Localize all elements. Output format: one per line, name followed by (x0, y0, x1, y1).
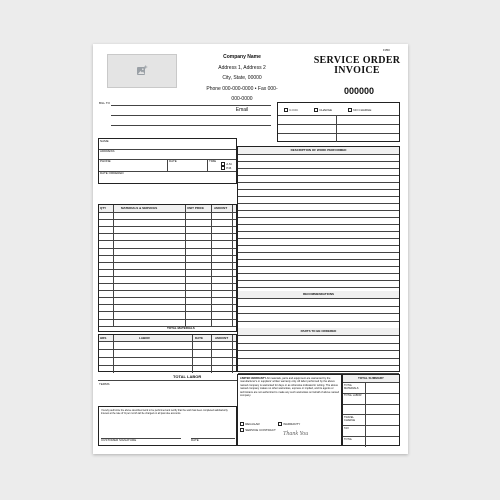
parts-line[interactable] (238, 350, 399, 351)
labor-desc-header: LABOR (139, 335, 150, 340)
work-description-line[interactable] (238, 266, 399, 267)
bill-to-line-3[interactable] (111, 125, 271, 126)
payment-box (277, 102, 400, 142)
work-description-line[interactable] (238, 175, 399, 176)
form-title-line2: INVOICE (334, 65, 380, 76)
work-description-line[interactable] (238, 210, 399, 211)
materials-row-line[interactable] (99, 212, 236, 213)
materials-amount-header: AMOUNT (214, 206, 228, 210)
recommendations-line[interactable] (238, 321, 399, 322)
customer-name-label: NAME (100, 139, 109, 143)
recommendations-line[interactable] (238, 313, 399, 314)
labor-rate-header: DATE (195, 335, 203, 340)
work-description-line[interactable] (238, 224, 399, 225)
authorization-text: I hereby authorize the above described work to be performed and certify that the work has been completed satisfactorily. Interest at the rate of % per month will be charged on all past due accounts. (101, 409, 229, 415)
company-name: Company Name (223, 54, 261, 60)
bill-to-line-2[interactable] (111, 115, 271, 116)
work-description-line[interactable] (238, 196, 399, 197)
materials-row-line[interactable] (99, 276, 236, 277)
parts-line[interactable] (238, 358, 399, 359)
work-description-line[interactable] (238, 168, 399, 169)
materials-row-line[interactable] (99, 240, 236, 241)
payment-charge[interactable]: CHARGE (314, 108, 332, 112)
warranty-text (240, 377, 341, 397)
work-description-line[interactable] (238, 280, 399, 281)
form-title (311, 56, 403, 76)
materials-row-line[interactable] (99, 255, 236, 256)
total-summary-row-label: TOTAL (344, 437, 353, 441)
materials-table (98, 204, 237, 332)
materials-row-line[interactable] (99, 248, 236, 249)
image-placeholder-icon (136, 65, 148, 77)
total-summary-row-label: TRAVEL CHARGE (344, 415, 356, 423)
customer-pm-option[interactable]: P.M. (221, 166, 232, 170)
labor-hrs-header: HRS (100, 335, 107, 340)
total-labor-label: TOTAL LABOR (173, 374, 202, 379)
materials-unit-price-header: UNIT PRICE (187, 206, 205, 210)
parts-line[interactable] (238, 343, 399, 344)
work-description-title: DESCRIPTION OF WORK PERFORMED (290, 148, 347, 152)
work-description-line[interactable] (238, 287, 399, 288)
form-number: F350 (383, 48, 390, 52)
signature-label: CUSTOMER SIGNATURE (101, 438, 137, 442)
work-description-line[interactable] (238, 273, 399, 274)
materials-row-line[interactable] (99, 283, 236, 284)
terms-label: TERMS (99, 382, 110, 386)
bill-to-line-1[interactable] (111, 105, 271, 106)
parts-line[interactable] (238, 365, 399, 366)
labor-amount-header: AMOUNT (215, 335, 229, 340)
total-summary-box (342, 374, 400, 446)
work-description-line[interactable] (238, 259, 399, 260)
parts-title: PARTS TO BE ORDERED (300, 329, 337, 333)
materials-row-line[interactable] (99, 226, 236, 227)
warranty-option-warranty[interactable]: WARRANTY (278, 422, 300, 426)
company-address: Address 1, Address 2 (218, 64, 266, 71)
total-summary-row-line[interactable] (343, 404, 399, 405)
warranty-title: LIMITED WARRANTY (240, 377, 267, 380)
customer-time-label: TIME (209, 159, 217, 163)
work-description-line[interactable] (238, 231, 399, 232)
company-phone-fax: Phone 000-000-0000 • Fax 000-000-0000 (206, 85, 278, 102)
work-description-box (237, 146, 400, 372)
materials-row-line[interactable] (99, 262, 236, 263)
materials-qty-header: QTY (100, 206, 107, 210)
materials-row-line[interactable] (99, 311, 236, 312)
recommendations-title: RECOMMENDATIONS (302, 292, 335, 296)
work-description-line[interactable] (238, 154, 399, 155)
customer-job-location-label: DATE ORDERED (100, 171, 124, 175)
warranty-body: All materials, parts and equipment are warranted by the manufacturer's or suppliers' written warranty only. All labor performed by the above named company is warranted for days or as otherwise indicated in writing. The above named company makes no other warranties, express or implied, and its agents or technicians are not authorized to make any such warranties on behalf of above named company. (240, 377, 340, 398)
materials-row-line[interactable] (99, 269, 236, 270)
customer-date-label: DATE (169, 159, 177, 163)
customer-address-label: ADDRESS (100, 149, 115, 153)
work-description-line[interactable] (238, 217, 399, 218)
total-summary-row-label: TOTAL MATERIALS (344, 383, 359, 390)
warranty-option-service-contract[interactable]: SERVICE CONTRACT (240, 428, 276, 432)
materials-row-line[interactable] (99, 233, 236, 234)
thank-you-text: Thank You (283, 431, 309, 437)
company-city: City, State, 00000 (222, 75, 262, 81)
work-description-line[interactable] (238, 252, 399, 253)
work-description-line[interactable] (238, 182, 399, 183)
customer-phone-label: PHONE (100, 159, 111, 163)
total-materials-label: TOTAL MATERIALS (167, 326, 195, 330)
total-summary-row-label: TOTAL LABOR (344, 394, 362, 398)
invoice-number: 000000 (343, 86, 375, 96)
materials-desc-header: MATERIALS & SERVICES (121, 206, 158, 210)
invoice-sheet (93, 44, 408, 454)
work-description-line[interactable] (238, 238, 399, 239)
bill-to-label: BILL TO (99, 101, 110, 105)
materials-row-line[interactable] (99, 290, 236, 291)
authorization-box (98, 406, 237, 446)
total-summary-title: TOTAL SUMMARY (358, 376, 384, 380)
work-description-line[interactable] (238, 189, 399, 190)
parts-line[interactable] (238, 335, 399, 336)
recommendations-line[interactable] (238, 298, 399, 299)
materials-row-line[interactable] (99, 319, 236, 320)
materials-row-line[interactable] (99, 297, 236, 298)
customer-info-box (98, 138, 237, 184)
materials-row-line[interactable] (99, 219, 236, 220)
signature-date-label: DATE (191, 438, 199, 442)
work-description-line[interactable] (238, 161, 399, 162)
recommendations-line[interactable] (238, 306, 399, 307)
work-description-line[interactable] (238, 245, 399, 246)
materials-row-line[interactable] (99, 304, 236, 305)
total-summary-row-label: TAX (344, 426, 349, 430)
form-title-line1: SERVICE ORDER (313, 55, 401, 66)
work-description-line[interactable] (238, 203, 399, 204)
payment-no-charge[interactable]: NO CHARGE (348, 108, 371, 112)
warranty-option-regular[interactable]: REGULAR (240, 422, 260, 426)
company-email: Email (235, 106, 249, 113)
labor-table (98, 334, 237, 372)
customer-am-option[interactable]: A.M. (221, 162, 232, 166)
payment-cod[interactable]: C.O.D. (284, 108, 298, 112)
logo-placeholder[interactable] (107, 54, 177, 88)
